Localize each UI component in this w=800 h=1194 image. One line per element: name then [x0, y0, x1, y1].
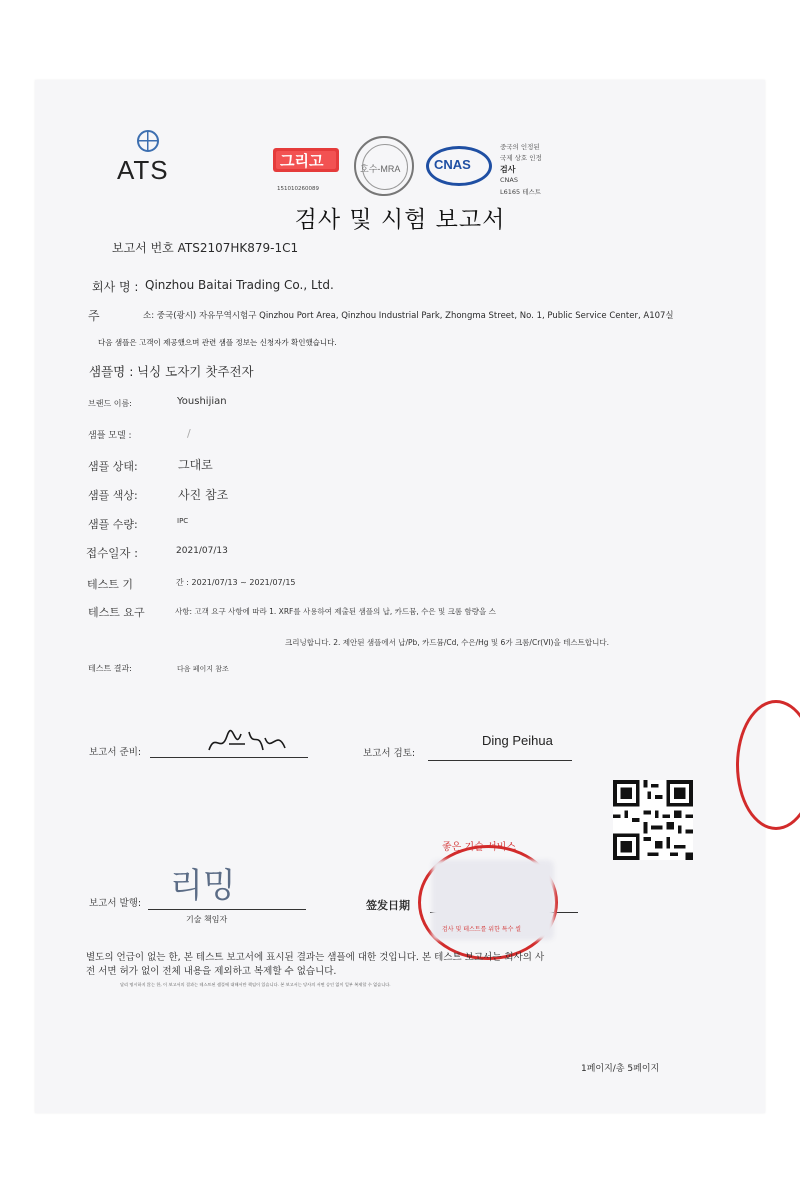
- qty-label: 샘플 수량:: [88, 518, 138, 531]
- period-label: 테스트 기: [87, 578, 134, 591]
- disclaimer-line-2: 전 서면 허가 없이 전체 내용을 제외하고 복제할 수 없습니다.: [86, 966, 337, 977]
- date-value: 2021/07/13: [176, 546, 228, 556]
- address-label: 주: [88, 309, 100, 323]
- state-label: 샘플 상태:: [88, 460, 138, 473]
- page-number: 1페이지/총 5페이지: [581, 1064, 660, 1074]
- sample-name-value: 닉싱 도자기 찻주전자: [137, 364, 254, 379]
- issuer-name: 리밍: [170, 866, 236, 906]
- color-value: 사진 참조: [178, 488, 229, 502]
- issued-signature-line: [148, 909, 306, 910]
- accreditation-line: 검사: [500, 165, 516, 174]
- state-value: 그대로: [178, 458, 213, 472]
- seal-top-text: 좋은 기술 서비스: [442, 842, 516, 853]
- reviewed-label: 보고서 검토:: [363, 748, 416, 759]
- document-title: 검사 및 시험 보고서: [294, 207, 506, 233]
- requirements-line-2: 크리닝합니다. 2. 제안된 샘플에서 납/Pb, 카드뮴/Cd, 수은/Hg 및 6가 크롬/Cr(VI)을 테스트합니다.: [285, 638, 609, 647]
- mra-label: 호수-MRA: [360, 164, 401, 174]
- model-label: 샘플 모델 :: [88, 431, 132, 441]
- seal-bottom-text: 검사 및 테스트를 위한 특수 씰: [442, 926, 522, 933]
- prepared-signature: [205, 724, 295, 760]
- requirements-label: 테스트 요구: [88, 606, 145, 619]
- color-label: 샘플 색상:: [88, 489, 138, 502]
- cma-number: 151010260089: [277, 186, 319, 192]
- sample-note: 다음 샘플은 고객이 제공했으며 관련 샘플 정보는 신청자가 확인했습니다.: [98, 338, 337, 347]
- issuer-title: 기술 책임자: [186, 915, 228, 924]
- approved-label: 签发日期: [366, 899, 410, 912]
- brand-value: Youshijian: [177, 396, 227, 407]
- globe-icon: [137, 130, 159, 152]
- company-label: 회사 명 :: [92, 280, 139, 294]
- accreditation-line: L6165 테스트: [500, 188, 542, 196]
- result-label: 테스트 결과:: [88, 664, 132, 673]
- model-value: /: [187, 427, 191, 440]
- date-label: 접수일자 :: [86, 546, 138, 560]
- ats-logo-text: ATS: [117, 155, 169, 185]
- qr-code: [613, 780, 693, 860]
- prepared-signature-line: [150, 757, 308, 758]
- requirements-line-1: 사항: 고객 요구 사항에 따라 1. XRF를 사용하여 제출된 샘플의 납, 카드뮴, 수은 및 크롬 함량을 스: [175, 607, 496, 616]
- disclaimer-line-1: 별도의 언급이 없는 한, 본 테스트 보고서에 표시된 결과는 샘플에 대한 것입니다. 본 테스트 보고서는 회사의 사: [86, 952, 545, 963]
- sample-name-label: 샘플명 :: [89, 364, 134, 379]
- reviewer-name: Ding Peihua: [482, 733, 553, 748]
- accreditation-line: 국제 상호 인정: [500, 154, 542, 162]
- cnas-label: CNAS: [434, 157, 471, 172]
- cma-badge-text: 그리고: [280, 152, 324, 170]
- address-value: 소: 중국(광시) 자유무역시험구 Qinzhou Port Area, Qinzhou Industrial Park, Zhongma Street, No. 1, Public Service Center, A107실: [143, 311, 674, 321]
- fine-print: 달리 명시하지 않는 한, 이 보고서의 결과는 테스트된 샘플에 대해서만 책임이 있습니다. 본 보고서는 당사의 서면 승인 없이 일부 복제할 수 없습니다.: [120, 982, 391, 987]
- issued-label: 보고서 발행:: [89, 898, 142, 909]
- company-value: Qinzhou Baitai Trading Co., Ltd.: [145, 278, 334, 292]
- brand-label: 브랜드 이름:: [88, 399, 132, 408]
- report-number: 보고서 번호 ATS2107HK879-1C1: [112, 241, 299, 255]
- prepared-label: 보고서 준비:: [89, 747, 142, 758]
- result-value: 다음 페이지 참조: [177, 665, 229, 673]
- reviewed-signature-line: [428, 760, 572, 761]
- qty-value: IPC: [177, 517, 189, 525]
- accreditation-block: [500, 142, 550, 198]
- period-value: 간 : 2021/07/13 ~ 2021/07/15: [176, 578, 296, 587]
- accreditation-line: CNAS: [500, 176, 518, 184]
- accreditation-line: 중국의 인정된: [500, 143, 540, 151]
